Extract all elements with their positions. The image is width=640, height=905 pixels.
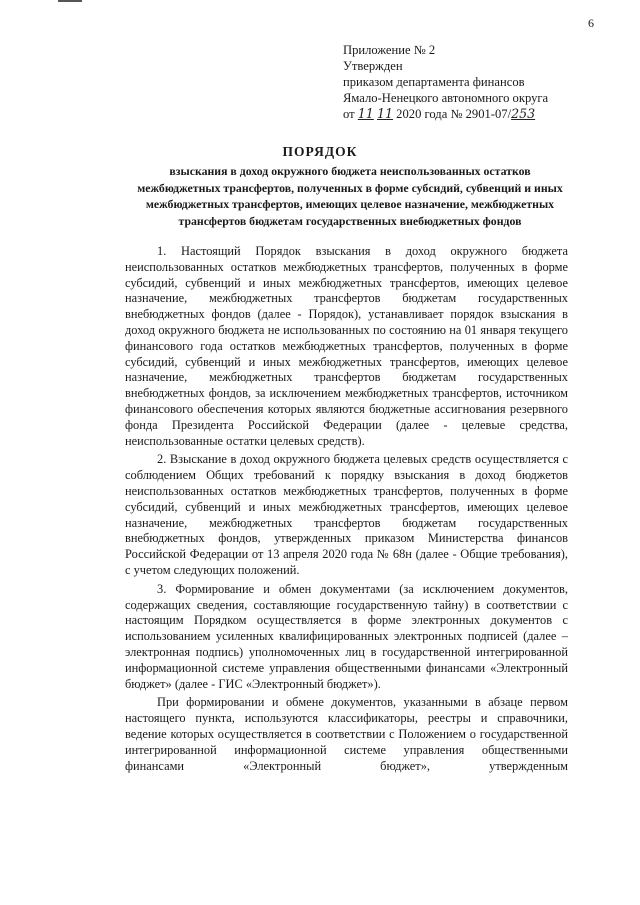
date-year-number: 2020 года № 2901-07/ [396, 107, 512, 121]
paragraph-2: 2. Взыскание в доход окружного бюджета целевых средств осуществляется с соблюдением Общих требований к порядку взыскания в доход бюджетов неиспользованных остатков межбюджетных трансфертов, полученных в форме субсидий, субвенций и иных межбюджетных трансфертов, имеющих целевое назначение, межбюджетных трансфертов бюджетам государственных внебюджетных фондов, утвержденных приказом Министерства финансов Российской Федерации от 13 апреля 2020 года № 68н (далее - Общие требования), с учетом следующих положений. [125, 452, 568, 577]
order-line: приказом департамента финансов [343, 75, 525, 89]
approval-date-line [343, 106, 613, 122]
paragraph-3: 3. Формирование и обмен документами (за исключением документов, содержащих сведения, составляющие государственную тайну) в соответствии с настоящим Порядком осуществляется в форме электронных документов с использованием усиленных квалифицированных электронных подписей (далее – электронная подпись) уполномоченных лиц в государственной интегрированной информационной системе управления общественными финансами «Электронный бюджет» (далее - ГИС «Электронный бюджет»). [125, 581, 568, 691]
document-title: ПОРЯДОК [282, 144, 358, 159]
date-month: 11 [376, 106, 394, 121]
page-number: 6 [588, 16, 594, 30]
date-day: 11 [357, 106, 374, 121]
paragraph-4: При формировании и обмене документов, указанными в абзаце первом настоящего пункта, используются классификаторы, реестры и справочники, ведение которых осуществляется в соответствии с Положением о государственной интегрированной информационной системе управления общественными финансами «Электронный бюджет», утвержденным [125, 695, 568, 773]
approval-block [343, 42, 613, 122]
document-subtitle: взыскания в доход окружного бюджета неиспользованных остатков межбюджетных трансфертов, полученных в форме субсидий, субвенций и иных межбюджетных трансфертов, имеющих целевое назначение, межбюджетных трансфертов бюджетам государственных внебюджетных фондов [137, 164, 563, 228]
approved-label: Утвержден [343, 59, 403, 73]
date-prefix: от [343, 107, 355, 121]
document-body [125, 244, 568, 777]
region-line: Ямало-Ненецкого автономного округа [343, 91, 549, 105]
appendix-label: Приложение № 2 [343, 43, 436, 57]
scan-artifact [58, 0, 82, 2]
paragraph-1: 1. Настоящий Порядок взыскания в доход окружного бюджета неиспользованных остатков межбюджетных трансфертов, полученных в форме субсидий, субвенций и иных межбюджетных трансфертов, имеющих целевое назначение, межбюджетных трансфертов бюджетам государственных внебюджетных фондов (далее - Порядок), устанавливает порядок взыскания в доход окружного бюджета не использованных по состоянию на 01 января текущего финансового года остатков межбюджетных трансфертов, полученных в форме субсидий, субвенций и иных межбюджетных трансфертов, имеющих целевое назначение, межбюджетных трансфертов бюджетам государственных внебюджетных фондов, за исключением межбюджетных трансфертов, источником финансового обеспечения которых являются бюджетные ассигнования резервного фонда Президента Российской Федерации (далее - целевые средства, неиспользованные остатки целевых средств). [125, 244, 568, 448]
doc-number-suffix: 253 [511, 106, 536, 121]
